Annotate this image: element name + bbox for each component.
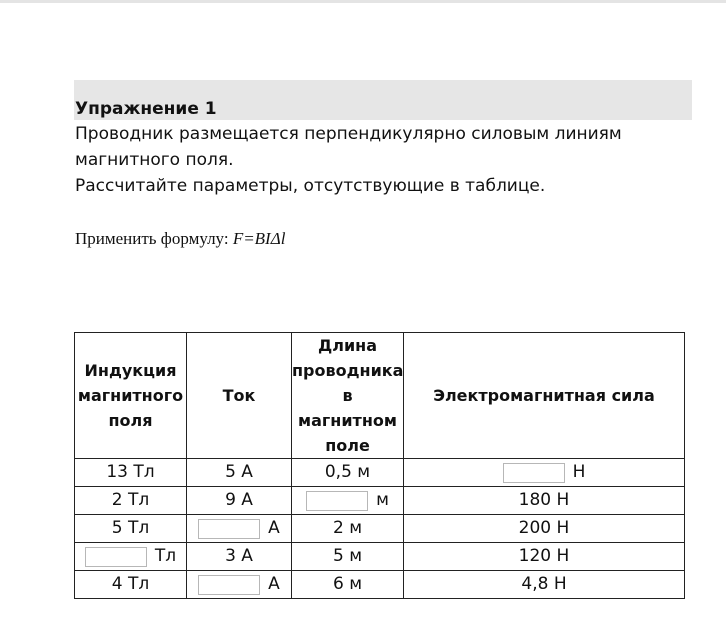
cell-induction: 2 Тл	[75, 487, 187, 515]
cell-length: 6 м	[292, 571, 404, 599]
cell-induction: 4 Тл	[75, 571, 187, 599]
cell-length: 2 м	[292, 515, 404, 543]
current-answer-input[interactable]	[198, 575, 260, 595]
induction-unit-label: Тл	[154, 546, 177, 566]
exercise-title: Упражнение 1	[75, 99, 217, 119]
exercise-text-line-2: магнитного поля.	[75, 150, 234, 170]
force-unit-label: Н	[572, 462, 586, 482]
cell-force	[404, 459, 685, 487]
cell-length	[292, 487, 404, 515]
length-unit-label: м	[376, 490, 389, 510]
cell-induction: 5 Тл	[75, 515, 187, 543]
cell-induction	[75, 543, 187, 571]
table-row	[75, 459, 685, 487]
cell-current	[187, 515, 292, 543]
cell-length: 5 м	[292, 543, 404, 571]
table-row	[75, 487, 685, 515]
header-induction: Индукция магнитного поля	[75, 333, 187, 459]
formula-instruction	[75, 228, 285, 250]
cell-current: 5 А	[187, 459, 292, 487]
cell-current: 3 А	[187, 543, 292, 571]
table-row	[75, 571, 685, 599]
length-answer-input[interactable]	[306, 491, 368, 511]
exercise-text-line-3: Рассчитайте параметры, отсутствующие в таблице.	[75, 176, 546, 196]
cell-force: 200 Н	[404, 515, 685, 543]
header-force: Электромагнитная сила	[404, 333, 685, 459]
parameters-table	[74, 332, 685, 599]
force-answer-input[interactable]	[503, 463, 565, 483]
table-header-row	[75, 333, 685, 459]
table-row	[75, 515, 685, 543]
current-unit-label: А	[268, 574, 280, 594]
table-row	[75, 543, 685, 571]
top-divider	[0, 0, 726, 3]
cell-current: 9 А	[187, 487, 292, 515]
exercise-text-line-1: Проводник размещается перпендикулярно силовым линиям	[75, 124, 622, 144]
current-unit-label: А	[268, 518, 280, 538]
formula-expression: F=BIΔl	[232, 229, 286, 248]
cell-force: 120 Н	[404, 543, 685, 571]
header-length: Длина проводника в магнитном поле	[292, 333, 404, 459]
induction-answer-input[interactable]	[85, 547, 147, 567]
formula-prefix: Применить формулу:	[75, 229, 233, 248]
current-answer-input[interactable]	[198, 519, 260, 539]
cell-length: 0,5 м	[292, 459, 404, 487]
cell-force: 4,8 Н	[404, 571, 685, 599]
cell-induction: 13 Тл	[75, 459, 187, 487]
cell-current	[187, 571, 292, 599]
cell-force: 180 Н	[404, 487, 685, 515]
header-current: Ток	[187, 333, 292, 459]
